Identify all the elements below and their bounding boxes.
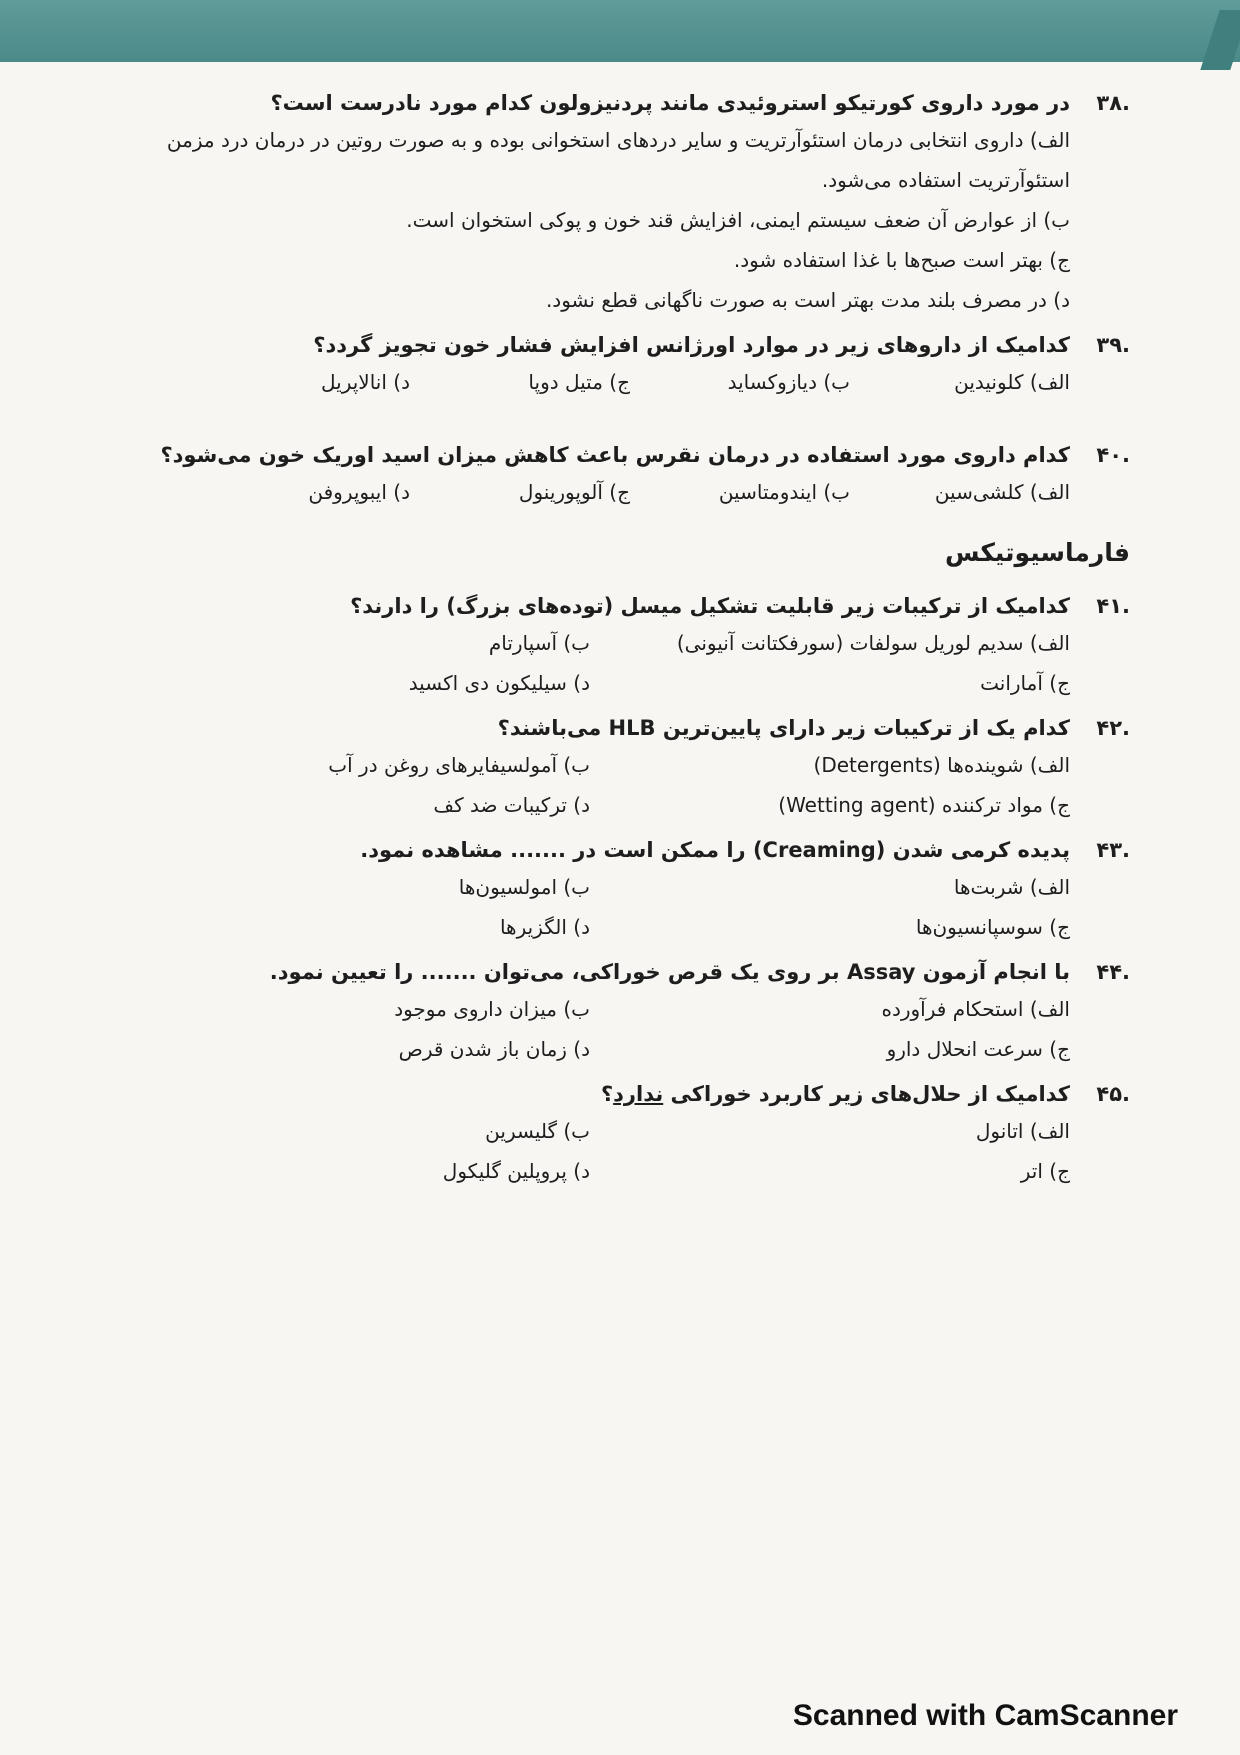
question-text: کدامیک از داروهای زیر در موارد اورژانس افزایش فشار خون تجویز گردد؟	[313, 333, 1070, 357]
option-b: ب) آسپارتام	[488, 631, 590, 655]
question-number: ۴۲.	[1096, 716, 1130, 740]
question-44	[110, 955, 1130, 1069]
question-38	[110, 86, 1130, 320]
question-text-part: کدامیک از حلال‌های زیر کاربرد خوراکی	[663, 1082, 1070, 1106]
question-number: ۳۹.	[1096, 333, 1130, 357]
header-band	[0, 0, 1240, 62]
question-45	[110, 1077, 1130, 1191]
question-text: کدامیک از ترکیبات زیر قابلیت تشکیل میسل (توده‌های بزرگ) را دارند؟	[350, 594, 1070, 618]
question-number: ۳۸.	[1096, 91, 1130, 115]
option-c: ج) مواد ترکننده (Wetting agent)	[778, 793, 1070, 817]
question-text	[110, 1077, 1070, 1111]
option-b: ب) میزان داروی موجود	[394, 997, 590, 1021]
option-c: ج) آلوپورینول	[518, 480, 630, 504]
option-d: د) زمان باز شدن قرص	[398, 1037, 590, 1061]
question-number: ۴۴.	[1096, 960, 1130, 984]
question-text: با انجام آزمون Assay بر روی یک قرص خوراکی، می‌توان ....... را تعیین نمود.	[269, 960, 1070, 984]
question-number: ۴۵.	[1096, 1082, 1130, 1106]
option-c: ج) اتر	[1020, 1159, 1070, 1183]
option-b: ب) ایندومتاسین	[718, 480, 850, 504]
option-a: الف) شوینده‌ها (Detergents)	[813, 753, 1070, 777]
option-b: ب) از عوارض آن ضعف سیستم ایمنی، افزایش قند خون و پوکی استخوان است.	[406, 208, 1070, 232]
option-b: ب) امولسیون‌ها	[458, 875, 590, 899]
question-text-underlined: ندارد	[613, 1082, 664, 1106]
option-c: ج) سوسپانسیون‌ها	[915, 915, 1070, 939]
question-41	[110, 589, 1130, 703]
option-c: ج) بهتر است صبح‌ها با غذا استفاده شود.	[733, 248, 1070, 272]
page-content	[110, 86, 1130, 1199]
option-c: ج) متیل دوپا	[528, 370, 630, 394]
option-d: د) الگزیرها	[499, 915, 590, 939]
question-text: کدام داروی مورد استفاده در درمان نقرس باعث کاهش میزان اسید اوریک خون می‌شود؟	[160, 443, 1070, 467]
question-number: ۴۱.	[1096, 594, 1130, 618]
question-number: ۴۳.	[1096, 838, 1130, 862]
option-a: الف) اتانول	[975, 1119, 1070, 1143]
option-c: ج) سرعت انحلال دارو	[886, 1037, 1070, 1061]
question-43	[110, 833, 1130, 947]
option-a: الف) داروی انتخابی درمان استئوآرتریت و سایر دردهای استخوانی بوده و به صورت روتین در درمان درد مزمن استئوآرتریت استفاده می‌شود.	[166, 128, 1070, 192]
option-d: د) سیلیکون دی اکسید	[408, 671, 590, 695]
question-text: پدیده کرمی شدن (Creaming) را ممکن است در ....... مشاهده نمود.	[360, 838, 1070, 862]
option-d: د) در مصرف بلند مدت بهتر است به صورت ناگهانی قطع نشود.	[545, 288, 1070, 312]
section-title: فارماسیوتیکس	[945, 538, 1130, 567]
question-number: ۴۰.	[1096, 443, 1130, 467]
question-40	[110, 438, 1130, 512]
option-d: د) ایبوپروفن	[308, 480, 410, 504]
question-42	[110, 711, 1130, 825]
option-a: الف) شربت‌ها	[953, 875, 1070, 899]
question-39	[110, 328, 1130, 402]
option-b: ب) گلیسرین	[485, 1119, 590, 1143]
option-a: الف) کلونیدین	[954, 370, 1070, 394]
option-b: ب) دیازوکساید	[727, 370, 850, 394]
question-text: در مورد داروی کورتیکو استروئیدی مانند پردنیزولون کدام مورد نادرست است؟	[270, 91, 1070, 115]
option-a: الف) سدیم لوریل سولفات (سورفکتانت آنیونی)	[676, 631, 1070, 655]
option-d: د) انالاپریل	[320, 370, 410, 394]
option-b: ب) آمولسیفایرهای روغن در آب	[328, 753, 590, 777]
option-a: الف) استحکام فرآورده	[881, 997, 1070, 1021]
option-c: ج) آمارانت	[980, 671, 1070, 695]
scanner-watermark: Scanned with CamScanner	[792, 1699, 1178, 1732]
question-text-part: ؟	[600, 1082, 614, 1106]
question-text: کدام یک از ترکیبات زیر دارای پایین‌ترین HLB می‌باشند؟	[497, 716, 1070, 740]
option-a: الف) کلشی‌سین	[934, 480, 1070, 504]
option-d: د) پروپلین گلیکول	[442, 1159, 590, 1183]
option-d: د) ترکیبات ضد کف	[433, 793, 590, 817]
